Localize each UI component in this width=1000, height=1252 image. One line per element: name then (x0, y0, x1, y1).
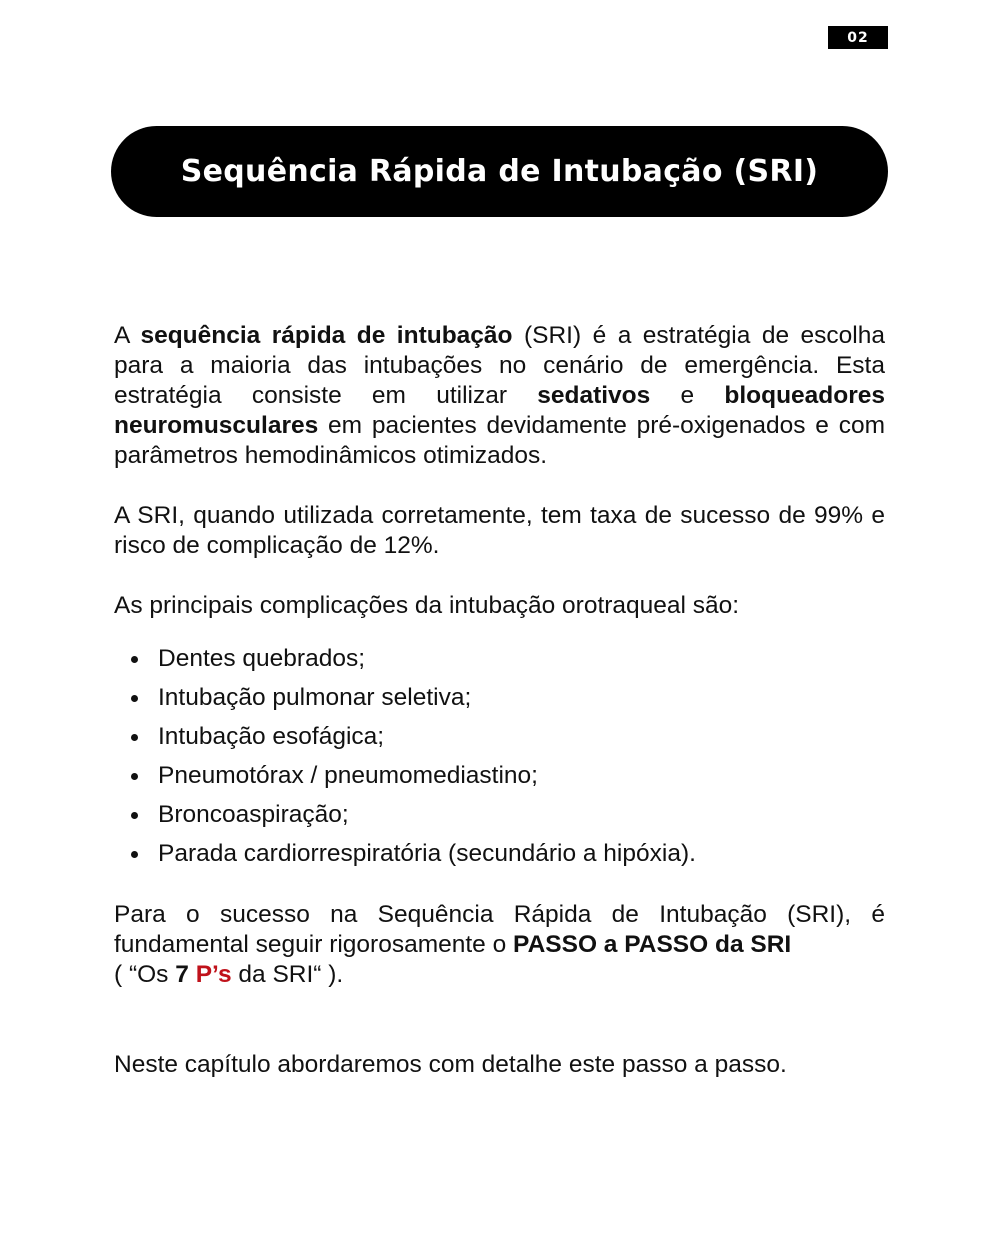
intro-bold-blockers: bloqueadores neuromusculares (114, 382, 885, 439)
main-content (114, 321, 885, 1080)
steps-bold-passo: PASSO a PASSO da SRI (513, 931, 792, 958)
intro-text-1: A (114, 322, 141, 349)
intro-text-4: em pacientes devidamente pré-oxigenados e com parâmetros hemodinâmicos otimizados. (114, 412, 885, 469)
page-title: Sequência Rápida de Intubação (SRI) (180, 154, 819, 189)
title-banner (111, 126, 888, 217)
steps-bold-seven: 7 (175, 961, 189, 988)
list-item: Parada cardiorrespiratória (secundário a hipóxia). (158, 834, 885, 873)
steps-red-ps: P’s (195, 961, 232, 988)
closing-paragraph: Neste capítulo abordaremos com detalhe este passo a passo. (114, 1051, 787, 1078)
success-rate-paragraph: A SRI, quando utilizada corretamente, tem taxa de sucesso de 99% e risco de complicação de 12%. (114, 502, 885, 559)
list-item: Broncoaspiração; (158, 795, 885, 834)
intro-bold-sri: sequência rápida de intubação (140, 322, 513, 349)
complications-list (114, 639, 885, 873)
steps-paragraph (114, 900, 885, 990)
steps-text-1: Para o sucesso na Sequência Rápida de Intubação (SRI), é fundamental seguir rigorosamente o (114, 901, 885, 958)
intro-text-2: (SRI) é a estratégia de escolha para a maioria das intubações no cenário de emergência. Esta estratégia consiste em utilizar (114, 322, 886, 409)
complications-intro: As principais complicações da intubação orotraqueal são: (114, 592, 740, 619)
intro-bold-sedatives: sedativos (537, 382, 651, 409)
page-number-badge: 02 (828, 26, 888, 49)
list-item: Intubação esofágica; (158, 717, 885, 756)
list-item: Intubação pulmonar seletiva; (158, 678, 885, 717)
intro-text-3: e (650, 382, 725, 409)
list-item: Pneumotórax / pneumomediastino; (158, 756, 885, 795)
steps-text-2: ( “Os (114, 961, 176, 988)
list-item: Dentes quebrados; (158, 639, 885, 678)
steps-text-3: da SRI“ ). (231, 961, 344, 988)
intro-paragraph (114, 321, 885, 471)
